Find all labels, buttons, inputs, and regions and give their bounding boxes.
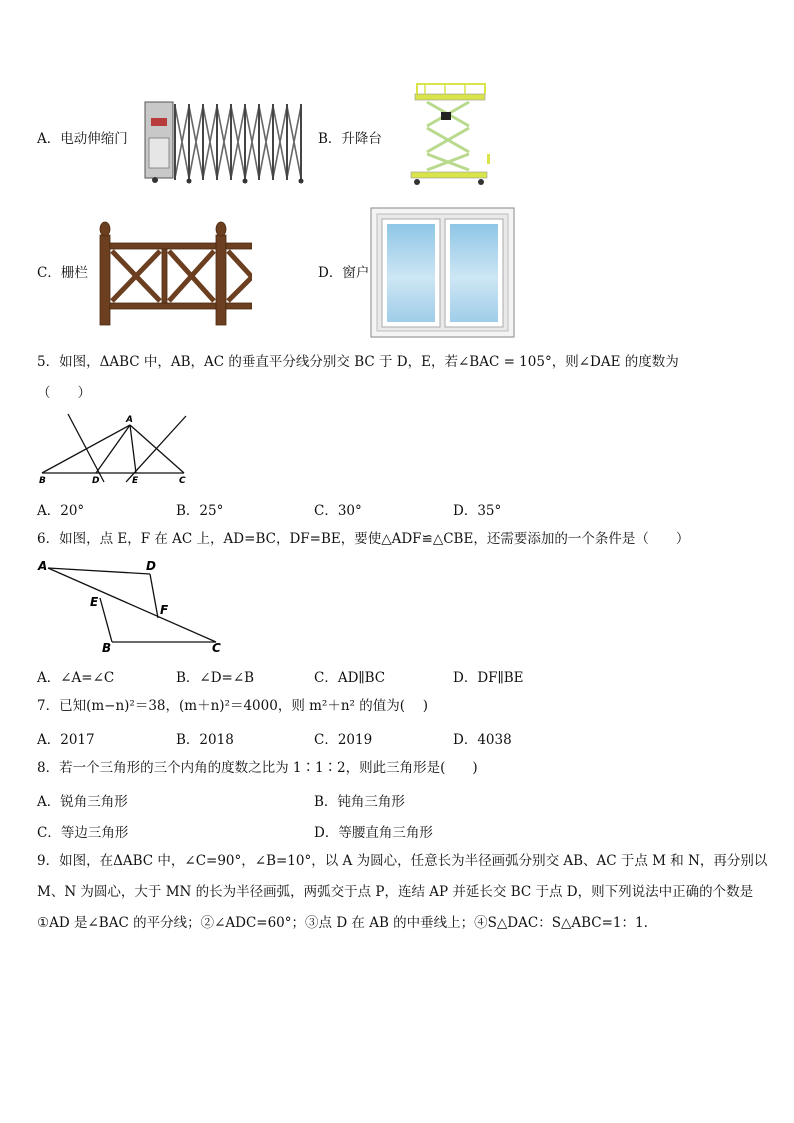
lifting-platform-image	[405, 82, 495, 188]
q6-label-d: D	[146, 559, 156, 573]
q4-option-b: B．升降台	[318, 131, 382, 147]
q6-option-a: A．∠A=∠C	[37, 670, 115, 686]
q8-option-a: A．锐角三角形	[37, 794, 128, 810]
q8-stem: 8．若一个三角形的三个内角的度数之比为 1∶1∶2，则此三角形是( )	[37, 760, 478, 776]
q6-label-e: E	[90, 595, 99, 609]
window-image	[370, 207, 515, 338]
q7-option-d: D．4038	[453, 732, 512, 748]
electric-telescopic-gate-image	[143, 98, 310, 184]
q6-label-f: F	[160, 603, 169, 617]
q8-option-d: D．等腰直角三角形	[314, 825, 433, 841]
q6-label-b: B	[102, 641, 112, 655]
q5-option-d: D．35°	[453, 503, 502, 519]
q5-option-c: C．30°	[314, 503, 362, 519]
q6-option-c: C．AD∥BC	[314, 670, 386, 686]
fence-image	[96, 221, 252, 327]
q7-stem: 7．已知(m−n)²＝38，(m＋n)²＝4000，则 m²＋n² 的值为( )	[37, 698, 429, 714]
q6-label-c: C	[212, 641, 221, 655]
q9-stem-line-1: 9．如图，在ΔABC 中，∠C=90°，∠B=10°，以 A 为圆心，任意长为半径画弧分别交 AB、AC 于点 M 和 N，再分别以	[37, 853, 768, 869]
q7-option-b: B．2018	[176, 732, 234, 748]
q5-triangle-figure	[36, 410, 192, 486]
q9-stem-line-2: M、N 为圆心，大于 MN 的长为半径画弧，两弧交于点 P，连结 AP 并延长交 BC 于点 D，则下列说法中正确的个数是	[37, 884, 754, 900]
q5-label-d: D	[92, 476, 100, 486]
q5-answer-paren: （ ）	[37, 385, 91, 401]
q6-option-d: D．DF∥BE	[453, 670, 524, 686]
q4-option-c: C．栅栏	[37, 265, 88, 281]
q5-option-a: A．20°	[37, 503, 85, 519]
q5-label-c: C	[179, 476, 186, 486]
q4-option-a: A．电动伸缩门	[37, 131, 128, 147]
q7-option-c: C．2019	[314, 732, 373, 748]
q6-quadrilateral-figure	[36, 556, 228, 656]
q5-label-e: E	[132, 476, 139, 486]
q6-label-a: A	[38, 559, 48, 573]
q5-label-b: B	[39, 476, 46, 486]
q8-option-b: B．钝角三角形	[314, 794, 405, 810]
q9-statements: ①AD 是∠BAC 的平分线；②∠ADC=60°；③点 D 在 AB 的中垂线上；④S△DAC：S△ABC=1：1.	[37, 915, 648, 931]
q5-stem: 5．如图，ΔABC 中，AB，AC 的垂直平分线分别交 BC 于 D，E，若∠BAC = 105°，则∠DAE 的度数为	[37, 354, 679, 370]
q6-stem: 6．如图，点 E，F 在 AC 上，AD=BC，DF=BE，要使△ADF≌△CBE，还需要添加的一个条件是（ ）	[37, 531, 690, 547]
q5-option-b: B．25°	[176, 503, 224, 519]
q5-label-a: A	[126, 415, 133, 425]
q4-option-d: D．窗户	[318, 265, 370, 281]
q8-option-c: C．等边三角形	[37, 825, 129, 841]
q7-option-a: A．2017	[37, 732, 95, 748]
q6-option-b: B．∠D=∠B	[176, 670, 255, 686]
